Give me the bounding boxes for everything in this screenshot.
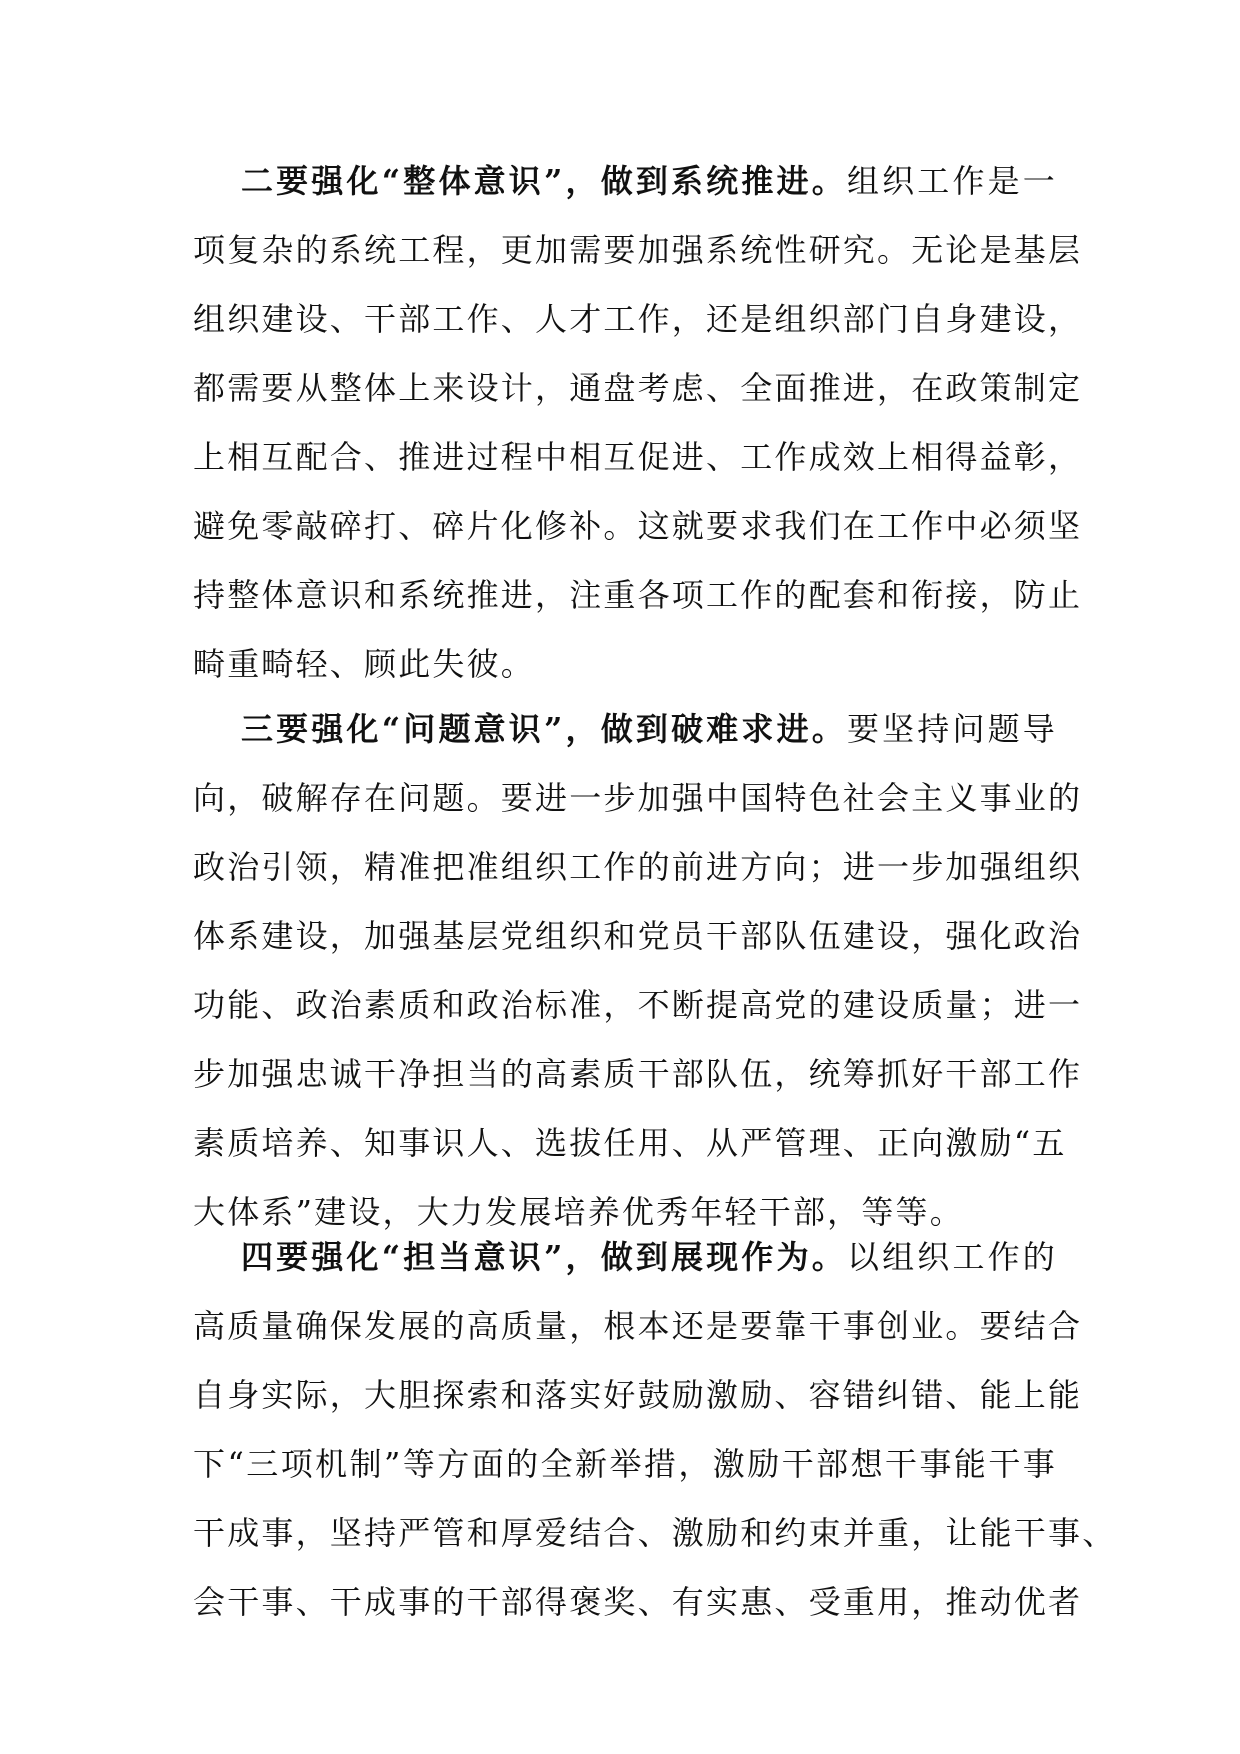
body-line: 避免零敲碎打、碎片化修补。这就要求我们在工作中必须坚 — [193, 507, 1083, 545]
body-line: 下“三项机制”等方面的全新举措，激励干部想干事能干事 — [193, 1445, 1057, 1483]
body-line: 功能、政治素质和政治标准，不断提高党的建设质量；进一 — [193, 986, 1083, 1024]
body-line: 项复杂的系统工程，更加需要加强系统性研究。无论是基层 — [193, 231, 1083, 269]
paragraph-heading: 二要强化“整体意识”，做到系统推进。 — [241, 162, 847, 200]
paragraph-first-line — [193, 147, 1057, 216]
paragraph-problem-awareness — [193, 695, 1083, 1247]
body-line: 持整体意识和系统推进，注重各项工作的配套和衔接，防止 — [193, 576, 1083, 614]
body-line: 会干事、干成事的干部得褒奖、有实惠、受重用，推动优者 — [193, 1583, 1083, 1621]
body-text: 以组织工作的 — [846, 1238, 1058, 1276]
paragraph-heading: 三要强化“问题意识”，做到破难求进。 — [241, 710, 847, 748]
body-line: 干成事，坚持严管和厚爱结合、激励和约束并重，让能干事、 — [193, 1514, 1117, 1552]
paragraph-responsibility-awareness — [193, 1223, 1117, 1637]
body-text: 组织工作是一 — [846, 162, 1058, 200]
paragraph-first-line — [193, 695, 1057, 764]
body-line: 大体系”建设，大力发展培养优秀年轻干部，等等。 — [193, 1193, 964, 1231]
paragraph-first-line — [193, 1223, 1057, 1292]
body-line: 高质量确保发展的高质量，根本还是要靠干事创业。要结合 — [193, 1307, 1083, 1345]
body-line: 畸重畸轻、顾此失彼。 — [193, 645, 536, 683]
body-line: 都需要从整体上来设计，通盘考虑、全面推进，在政策制定 — [193, 369, 1083, 407]
body-line: 向，破解存在问题。要进一步加强中国特色社会主义事业的 — [193, 779, 1083, 817]
body-line: 政治引领，精准把准组织工作的前进方向；进一步加强组织 — [193, 848, 1083, 886]
paragraph-overall-awareness — [193, 147, 1083, 699]
body-line: 上相互配合、推进过程中相互促进、工作成效上相得益彰， — [193, 438, 1083, 476]
body-line: 自身实际，大胆探索和落实好鼓励激励、容错纠错、能上能 — [193, 1376, 1083, 1414]
body-line: 组织建设、干部工作、人才工作，还是组织部门自身建设， — [193, 300, 1083, 338]
paragraph-heading: 四要强化“担当意识”，做到展现作为。 — [241, 1238, 847, 1276]
body-line: 步加强忠诚干净担当的高素质干部队伍，统筹抓好干部工作 — [193, 1055, 1083, 1093]
body-text: 要坚持问题导 — [846, 710, 1058, 748]
body-line: 体系建设，加强基层党组织和党员干部队伍建设，强化政治 — [193, 917, 1083, 955]
body-line: 素质培养、知事识人、选拔任用、从严管理、正向激励“五 — [193, 1124, 1067, 1162]
